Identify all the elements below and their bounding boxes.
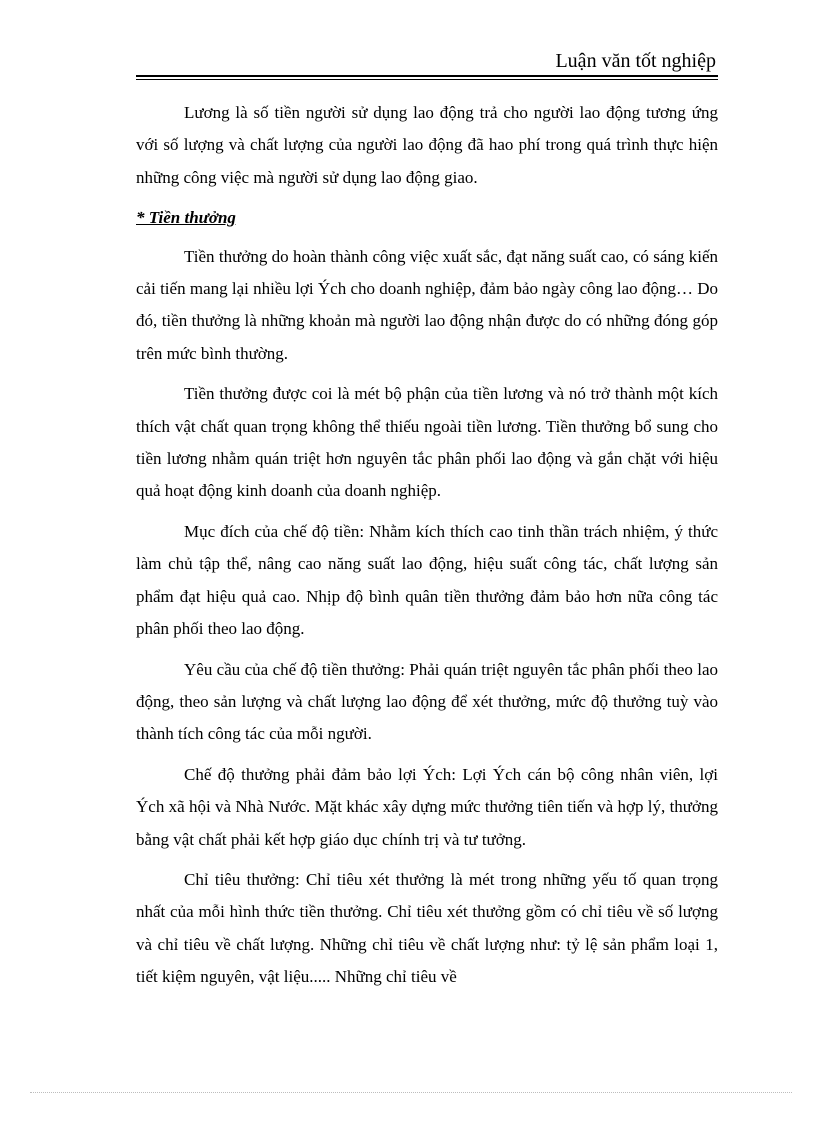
document-body (136, 97, 718, 1002)
paragraph: Chế độ thưởng phải đảm bảo lợi Ých: Lợi Ých cán bộ công nhân viên, lợi Ých xã hội và Nhà Nước. Mặt khác xây dựng mức thưởng tiên tiến và hợp lý, thưởng bằng vật chất phải kết hợp giáo dục chính trị và tư tưởng. (136, 764, 718, 849)
header-rule-thin (136, 79, 718, 80)
page-header (136, 48, 718, 80)
paragraph: Tiền thưởng được coi là mét bộ phận của tiền lương và nó trở thành một kích thích vật chất quan trọng không thể thiếu ngoài tiền lương. Tiền thưởng bổ sung cho tiền lương nhằm quán triệt hơn nguyên tắc phân phối lao động và gắn chặt với hiệu quả hoạt động kinh doanh của doanh nghiệp. (136, 384, 718, 501)
paragraph: Yêu cầu của chế độ tiền thưởng: Phải quán triệt nguyên tắc phân phối theo lao động, theo sản lượng và chất lượng lao động để xét thưởng, mức độ thưởng tuỳ vào thành tích công tác của mỗi người. (136, 659, 718, 744)
header-title: Luận văn tốt nghiệp (555, 50, 716, 72)
paragraph: Tiền thưởng do hoàn thành công việc xuất sắc, đạt năng suất cao, có sáng kiến cải tiến mang lại nhiều lợi Ých cho doanh nghiệp, đảm bảo ngày công lao động… Do đó, tiền thưởng là những khoản mà người lao động nhận được do có những đóng góp trên mức bình thường. (136, 246, 718, 363)
paragraph: Mục đích của chế độ tiền: Nhằm kích thích cao tinh thần trách nhiệm, ý thức làm chủ tập thể, nâng cao năng suất lao động, hiệu suất công tác, chất lượng sản phẩm đạt hiệu quả cao. Nhịp độ bình quân tiền thưởng đảm bảo hơn nữa công tác phân phối theo lao động. (136, 521, 718, 639)
paragraph-salary-definition: Lương là số tiền người sử dụng lao động trả cho người lao động tương ứng với số lượng và chất lượng của người lao động đã hao phí trong quá trình thực hiện những công việc mà người sử dụng lao động giao. (136, 103, 718, 187)
section-heading-bonus: * Tiền thưởng (136, 208, 236, 228)
header-rule-thick (136, 75, 718, 77)
paragraph: Chỉ tiêu thưởng: Chỉ tiêu xét thưởng là mét trong những yếu tố quan trọng nhất của mỗi hình thức tiền thưởng. Chỉ tiêu xét thưởng gồm có chỉ tiêu về số lượng và chỉ tiêu về chất lượng. Những chỉ tiêu về chất lượng như: tỷ lệ sản phẩm loại 1, tiết kiệm nguyên, vật liệu..... Những chỉ tiêu về (136, 869, 718, 987)
page-bottom-divider (30, 1092, 792, 1093)
